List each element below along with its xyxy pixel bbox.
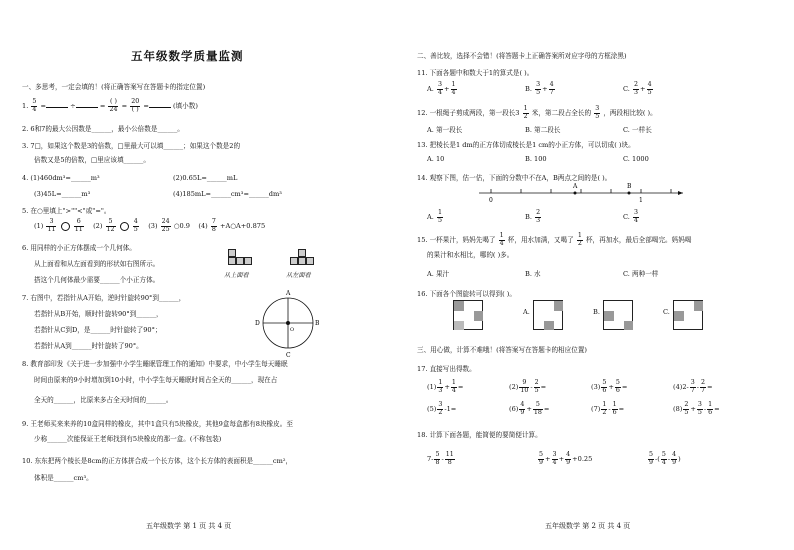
q16-source-figure: [453, 300, 483, 330]
question-6-line-2: 从上面看和从左面看到的形状如右图所示。: [34, 260, 160, 268]
q1-blank-3[interactable]: [149, 101, 171, 108]
q16-option-b-label[interactable]: B.: [593, 308, 600, 316]
question-4-part-3: (3)45L=______m³: [34, 190, 91, 198]
q1-fraction: $\frac{5}{4}$: [32, 98, 37, 113]
rotation-compass-diagram: [252, 287, 324, 359]
q15-option-a[interactable]: A. 果汁: [427, 270, 450, 278]
compare-circle-2[interactable]: [120, 222, 129, 231]
q13-option-c[interactable]: C. 1000: [623, 155, 649, 163]
compass-label-b: B: [315, 320, 320, 327]
q17-item-8: (8) $\frac{2}{5}$ + $\frac{3}{5}$ - $\frac{1}{6}$ =: [673, 401, 720, 416]
q1-blank-1[interactable]: [46, 101, 68, 108]
question-9-line-1: 9. 王老师买来来养的10盒同样的橡皮，其中1盒只有5块橡皮，其他9盒每盒都有8块橡皮。至: [22, 420, 293, 428]
question-4-part-2: (2)0.65L=______mL: [173, 174, 238, 182]
q12-option-b[interactable]: B. 第二段长: [525, 126, 561, 134]
question-15-line-2: 的果汁和水相比，哪的( )多。: [427, 251, 514, 259]
compass-label-c: C: [286, 352, 291, 359]
q16-option-a-label[interactable]: A.: [523, 308, 530, 316]
q16-option-c-label[interactable]: C.: [663, 308, 670, 316]
question-10-line-2: 体积是______cm³。: [34, 474, 93, 482]
q1-fraction-2[interactable]: $\frac{( )}{24}$: [109, 98, 118, 113]
q17-item-4: (4)2- $\frac{3}{7}$ - $\frac{2}{7}$ =: [673, 379, 713, 394]
question-5: 5. 在○里填上">""<"或"="。: [22, 207, 111, 215]
q16-option-a-figure[interactable]: [533, 300, 563, 330]
question-10-line-1: 10. 东东把两个棱长是8cm的正方体拼合成一个长方体，这个长方体的表面积是______cm²，: [22, 457, 293, 465]
q13-option-b[interactable]: B. 100: [525, 155, 547, 163]
question-11: 11. 下面各题中和数大于1的算式是( )。: [417, 69, 534, 77]
question-17: 17. 直接写出得数。: [417, 365, 476, 373]
q1-hint: (填小数): [172, 102, 198, 110]
compare-circle-4[interactable]: +A○A+0.875: [219, 222, 266, 230]
question-1: 1. $\frac{5}{4}$ = ÷ = $\frac{( )}{24}$ = $\frac{20}{( )}$ = (填小数): [22, 98, 198, 113]
question-6-line-1: 6. 用同样的小正方体摆成一个几何体。: [22, 244, 136, 252]
question-8-line-1: 8. 教育部印发《关于进一步加强中小学生睡眠管理工作的通知》中要求，中小学生每天睡眠: [22, 360, 288, 368]
question-5-items: (1) $\frac{3}{11}$ $\frac{6}{11}$ (2) $\frac{5}{12}$ $\frac{4}{5}$ (3) $\frac{24}{25}$ ○0.9 (4) $\frac{7}{8}$ +A○A+0.875: [34, 218, 266, 233]
question-9-line-2: 少称______次能保证王老师找到有5块橡皮的那一盒。(不称包装): [34, 435, 222, 443]
compare-circle-3[interactable]: ○0.9: [173, 222, 191, 230]
question-8-line-3: 全天的______，比原来多占全天时间的______。: [34, 396, 173, 404]
question-2: 2. 6和7的最大公因数是______，最小公倍数是______。: [22, 125, 184, 133]
left-view-caption: 从左面看: [286, 272, 311, 279]
q15-option-b[interactable]: B. 水: [525, 270, 541, 278]
question-6-line-3: 搭这个几何体最少需要______个小正方体。: [34, 276, 160, 284]
question-14: 14. 观察下图，估一估，下面的分数中不在A，B两点之间的是( )。: [417, 174, 612, 182]
q13-option-a[interactable]: A. 10: [427, 155, 445, 163]
compass-label-o: O: [290, 327, 295, 333]
compass-label-a: A: [286, 290, 291, 297]
q12-option-a[interactable]: A. 第一段长: [427, 126, 463, 134]
q17-item-3: (3) $\frac{5}{6}$ + $\frac{5}{6}$ =: [591, 379, 628, 394]
question-15-line-1: 15. 一杯果汁，妈妈先喝了 $\frac{1}{4}$ 杯，用水加满，又喝了 $\frac{1}{2}$ 杯，再加水，最后全部喝完。妈妈喝: [417, 232, 692, 247]
question-7-line-3: 若指针从C到D，是______时针旋转了90°；: [34, 326, 162, 334]
page-1-footer: 五年级数学 第 1 页 共 4 页: [146, 522, 232, 530]
page-2-footer: 五年级数学 第 2 页 共 4 页: [545, 522, 631, 530]
q1-fraction-3[interactable]: $\frac{20}{( )}$: [131, 98, 140, 113]
top-view-figure: [228, 249, 268, 269]
q18-item-1: 7- $\frac{5}{8}$ - $\frac{11}{8}$: [427, 451, 454, 466]
question-4-part-1: 4. (1)460dm³=______m³: [22, 174, 100, 182]
question-13: 13. 把棱长是1 dm的正方体切成棱长是1 cm的小正方体，可以切成( )块。: [417, 141, 635, 149]
q11-option-a[interactable]: A. $\frac{3}{4}$ + $\frac{1}{4}$: [427, 81, 456, 96]
question-18: 18. 计算下面各题，能简便的要简便计算。: [417, 431, 542, 439]
q14-option-b[interactable]: B. $\frac{2}{3}$: [525, 209, 541, 224]
compass-label-d: D: [255, 320, 260, 327]
exam-page-2: [397, 0, 794, 550]
number-line-diagram: [477, 183, 687, 205]
question-7-line-2: 若指针从B开始，顺时针旋转90°到______，: [34, 310, 163, 318]
q16-option-c-figure[interactable]: [673, 300, 703, 330]
q16-option-b-figure[interactable]: [603, 300, 633, 330]
q15-option-c[interactable]: C. 两种一样: [623, 270, 659, 278]
question-12: 12. 一根绳子剪成两段，第一段长3 $\frac{1}{2}$ 米，第二段占全长的 $\frac{3}{5}$ ，两段相比较( )。: [417, 105, 657, 120]
number-line-point-b: B: [627, 183, 632, 190]
q14-option-a[interactable]: A. $\frac{1}{5}$: [427, 209, 442, 224]
number-line-one: 1: [639, 197, 643, 204]
q17-item-6: (6) $\frac{4}{9}$ + $\frac{5}{18}$ =: [509, 401, 550, 416]
question-8-line-2: 时间由原来的9小时增加到10小时，中小学生每天睡眠时间占全天的______，现在占: [34, 376, 278, 384]
question-4-part-4: (4)185mL=______cm³=______dm³: [173, 190, 282, 198]
question-3-line-2: 倍数又是5的倍数，□里应该填______。: [34, 156, 150, 164]
section-1-heading: 一、多思考，一定会填的！(将正确答案写在答题卡的指定位置): [22, 83, 206, 91]
q18-item-3: $\frac{5}{9}$ -( $\frac{5}{4}$ - $\frac{4}{9}$ ): [649, 451, 681, 466]
question-7-line-1: 7. 右图中，若指针从A开始，逆时针旋转90°到______，: [22, 294, 186, 302]
q1-number: 1.: [22, 102, 29, 110]
q12-option-c[interactable]: C. 一样长: [623, 126, 652, 134]
exam-title: 五年级数学质量监测: [131, 49, 244, 63]
number-line-point-a: A: [573, 183, 578, 190]
compare-circle-1[interactable]: [61, 222, 70, 231]
q18-item-2: $\frac{5}{9}$ + $\frac{3}{4}$ + $\frac{4}{9}$ +0.25: [539, 451, 593, 466]
q11-option-b[interactable]: B. $\frac{3}{5}$ + $\frac{4}{7}$: [525, 81, 554, 96]
q17-item-7: (7) $\frac{1}{2}$ - $\frac{1}{6}$ =: [591, 401, 625, 416]
left-view-figure: [290, 249, 330, 269]
q17-item-2: (2) $\frac{9}{10}$ - $\frac{2}{5}$ =: [509, 379, 547, 394]
q11-option-c[interactable]: C. $\frac{2}{3}$ + $\frac{4}{5}$: [623, 81, 652, 96]
section-2-heading: 二、善比较，选择不会错！(将答题卡上正确答案所对应字母的方框涂黑): [417, 52, 627, 60]
q17-item-1: (1) $\frac{1}{3}$ + $\frac{1}{4}$ =: [427, 379, 464, 394]
question-16: 16. 下面各个图旋转可以得到( )。: [417, 290, 516, 298]
q17-item-5: (5) $\frac{3}{2}$ -1=: [427, 401, 457, 416]
number-line-zero: 0: [489, 197, 493, 204]
top-view-caption: 从上面看: [224, 272, 249, 279]
q14-option-c[interactable]: C. $\frac{3}{4}$: [623, 209, 639, 224]
section-3-heading: 三、用心做，计算不难哦！(将答案写在答题卡的相应位置): [417, 346, 587, 354]
question-7-line-4: 若指针从A到______时针旋转了90°。: [34, 342, 143, 350]
question-3-line-1: 3. 7□，如果这个数是3的倍数，□里最大可以填______；如果这个数是2的: [22, 142, 241, 150]
q1-blank-2[interactable]: [76, 101, 98, 108]
